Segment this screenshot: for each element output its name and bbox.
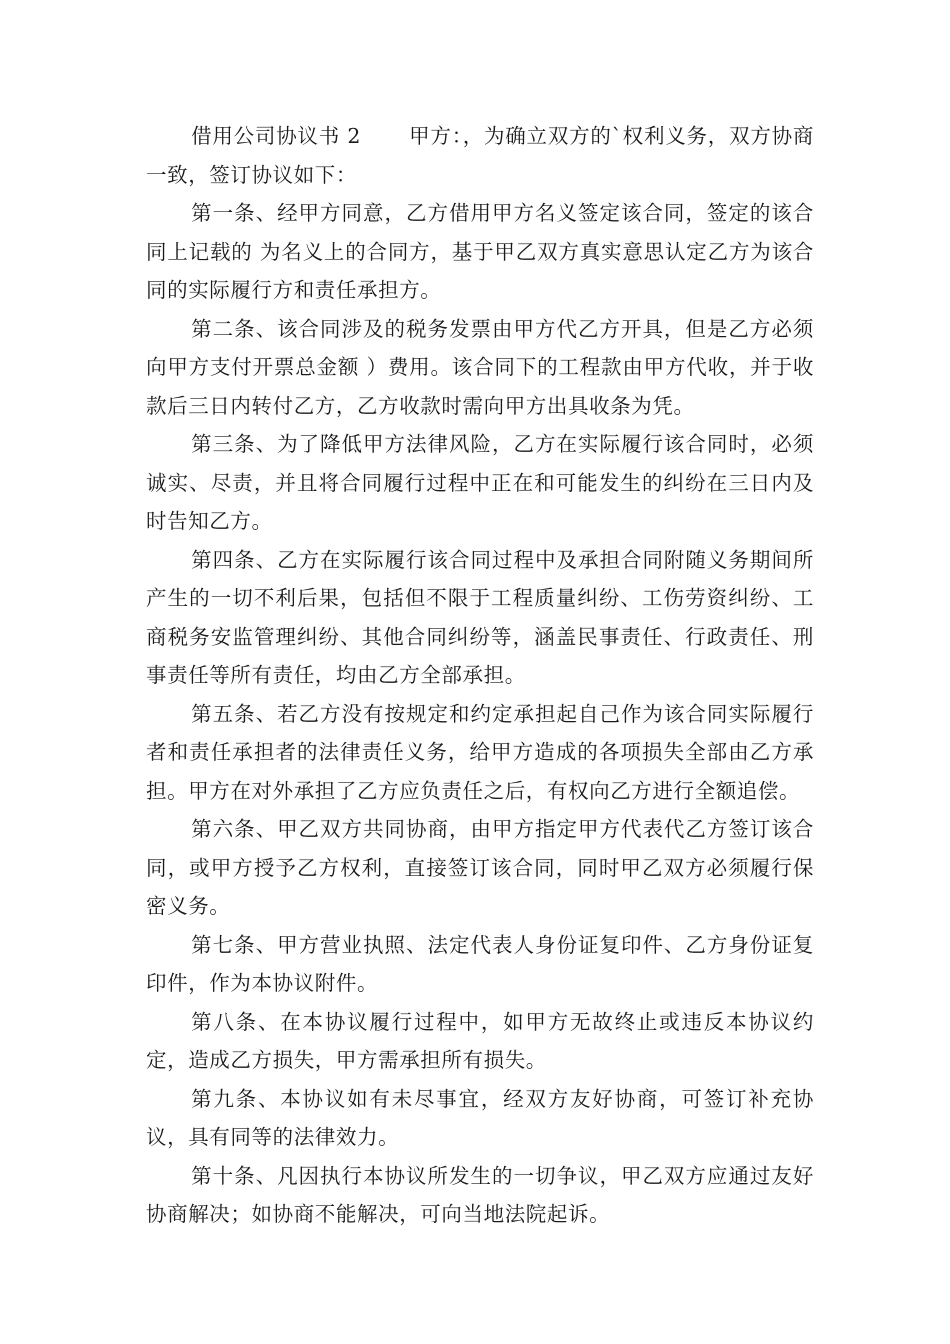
article-4: 第四条、乙方在实际履行该合同过程中及承担合同附随义务期间所产生的一切不利后果，包括但不限于工程质量纠纷、工伤劳资纠纷、工商税务安监管理纠纷、其他合同纠纷等，涵盖民事责任、行政责任、刑事责任等所有责任，均由乙方全部承担。 xyxy=(146,547,814,687)
article-6: 第六条、甲乙双方共同协商，由甲方指定甲方代表代乙方签订该合同，或甲方授予乙方权利，直接签订该合同，同时甲乙双方必须履行保密义务。 xyxy=(146,817,814,918)
intro-text: 甲方：，为确立双方的`权利义务，双方协商一致，签订协议如下： xyxy=(146,124,814,187)
article-1: 第一条、经甲方同意，乙方借用甲方名义签定该合同，签定的该合同上记载的 为名义上的合同方，基于甲乙双方真实意思认定乙方为该合同的实际履行方和责任承担方。 xyxy=(146,201,814,302)
article-5: 第五条、若乙方没有按规定和约定承担起自己作为该合同实际履行者和责任承担者的法律责任义务，给甲方造成的各项损失全部由乙方承担。甲方在对外承担了乙方应负责任之后，有权向乙方进行全额追偿。 xyxy=(146,701,814,803)
article-2: 第二条、该合同涉及的税务发票由甲方代乙方开具，但是乙方必须向甲方支付开票总金额 ）费用。该合同下的工程款由甲方代收，并于收款后三日内转付乙方，乙方收款时需向甲方出具收条为凭。 xyxy=(146,316,814,418)
article-10: 第十条、凡因执行本协议所发生的一切争议，甲乙双方应通过友好协商解决；如协商不能解决，可向当地法院起诉。 xyxy=(146,1163,814,1226)
intro-paragraph xyxy=(146,117,814,194)
article-8: 第八条、在本协议履行过程中，如甲方无故终止或违反本协议约定，造成乙方损失，甲方需承担所有损失。 xyxy=(146,1009,814,1072)
article-9: 第九条、本协议如有未尽事宜，经双方友好协商，可签订补充协议，具有同等的法律效力。 xyxy=(146,1086,814,1149)
article-3: 第三条、为了降低甲方法律风险，乙方在实际履行该合同时，必须诚实、尽责，并且将合同履行过程中正在和可能发生的纠纷在三日内及时告知乙方。 xyxy=(146,432,814,533)
article-7: 第七条、甲方营业执照、法定代表人身份证复印件、乙方身份证复印件，作为本协议附件。 xyxy=(146,932,814,995)
document-heading: 借用公司协议书 2 xyxy=(191,124,361,148)
document-body xyxy=(146,117,814,1234)
